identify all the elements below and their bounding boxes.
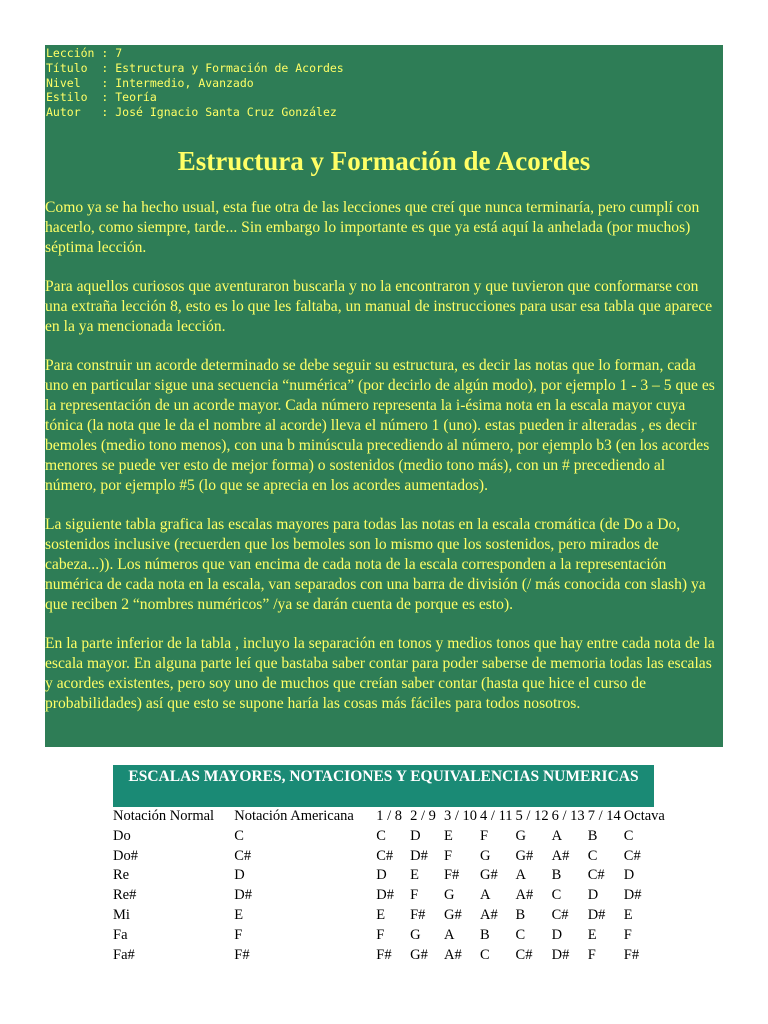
table-cell: C [480,946,490,963]
scales-table-section [113,765,665,965]
table-cell: A# [551,847,570,864]
table-cell: C# [515,946,533,963]
column-header: 2 / 9 [410,808,436,824]
table-cell: A# [515,887,534,904]
column-header: Notación Normal [113,808,215,824]
table-cell: C [515,926,526,943]
paragraph-intro: Como ya se ha hecho usual, esta fue otra de las lecciones que creí que nunca terminaría, pero cumplí con hacerlo, como siempre, tarde... Sin embargo lo importante es que ya está aquí la anhelada (por muchos) séptima lección. [45,198,700,256]
table-cell: C# [234,847,252,864]
table-cell: F# [410,906,426,923]
table-cell: D# [410,847,428,864]
table-cell: D [410,827,421,844]
column-header: 7 / 14 [587,808,621,824]
table-cell: E [234,906,244,923]
table-cell: G# [480,867,498,884]
table-cell: B [551,867,562,884]
column-header: 6 / 13 [551,808,585,824]
table-cell: B [515,906,526,923]
table-cell: Do [113,827,131,844]
table-cell: Re [113,867,130,884]
table-header-row [113,807,673,827]
table-cell: Fa [113,926,128,943]
table-cell: E [443,827,453,844]
table-cell: A# [443,946,462,963]
table-cell: C# [551,906,569,923]
table-cell: E [587,926,597,943]
table-cell: Mi [113,906,130,923]
table-cell: D# [587,906,606,923]
table-cell: E [623,906,633,923]
column-header: 3 / 10 [443,808,477,824]
meta-line-estilo: Estilo : Teoría [46,90,157,105]
table-cell: C# [376,847,394,864]
table-cell: C [376,827,386,844]
table-cell: G [410,926,421,943]
table-cell: B [480,926,490,943]
table-cell: D [234,867,245,884]
table-cell: Re# [113,887,137,904]
paragraph-lesson-8: Para aquellos curiosos que aventuraron buscarla y no la encontraron y que tuvieron que conformarse con una extraña lección 8, esto es lo que les faltaba, un manual de instrucciones para usar esa tabla que aparece en la ya mencionada lección. [45,277,713,335]
table-cell: D [623,867,635,884]
table-row [113,926,673,946]
table-cell: F# [623,946,640,963]
paragraph-table-explanation: La siguiente tabla grafica las escalas mayores para todas las notas en la escala cromática (de Do a Do, sostenidos inclusive (recuerden que los bemoles son lo mismo que los sostenidos, pero mirados de cabeza...)). Los números que van encima de cada nota de la escala corresponden a la representación numérica de cada nota en la escala, van separados con una barra de división (/ más conocida con slash) ya que reciben 2 “nombres numéricos” /ya se darán cuenta de porque es esto). [45,515,706,613]
table-cell: C [551,887,562,904]
table-cell: C [587,847,598,864]
table-cell: D [376,867,387,884]
table-cell: G [480,847,491,864]
column-header: 5 / 12 [515,808,549,824]
table-cell: D# [551,946,570,963]
meta-line-titulo: Título : Estructura y Formación de Acordes [46,60,344,75]
table-cell: F [623,926,632,943]
table-cell: E [410,867,419,884]
table-row [113,906,673,926]
table-row [113,946,673,966]
table-cell: A [443,926,455,943]
table-cell: F [376,926,385,943]
column-header: Octava [623,808,665,824]
table-cell: F# [376,946,392,963]
table-row [113,866,673,886]
table-cell: F [443,847,453,864]
table-cell: F [410,887,419,904]
table-cell: Fa# [113,946,135,963]
table-cell: F [480,827,489,844]
meta-line-autor: Autor : José Ignacio Santa Cruz González [46,105,337,120]
column-header: 4 / 11 [480,808,513,824]
paragraph-chord-structure: Para construir un acorde determinado se debe seguir su estructura, es decir las notas que lo forman, cada uno en particular sigue una secuencia “numérica” (por decirlo de algún modo), por ejemplo 1 - 3 – 5 que es la representación de un acorde mayor. Cada número representa la i-ésima nota en la escala mayor cuya tónica (la nota que le da el nombre al acorde) lleva el número 1 (uno). estas pueden ir alteradas , es decir bemoles (medio tono menos), con una b minúscula precediendo al número, por ejemplo b3 (en los acordes menores se puede ver esto de mejor forma) o sostenidos (medio tono más), con un # precediendo al número, por ejemplo #5 (lo que se aprecia en los acordes aumentados). [45,356,715,494]
table-cell: A [480,887,491,904]
table-cell: C# [587,867,605,884]
scales-table [113,807,673,965]
table-cell: G# [410,946,428,963]
meta-line-leccion: Lección : 7 [46,46,123,60]
table-cell: D# [234,887,252,904]
lesson-content-block [45,45,723,747]
table-cell: Do# [113,847,138,864]
table-cell: A [515,867,527,884]
table-cell: C [623,827,634,844]
table-cell: D [587,887,599,904]
table-cell: D [551,926,563,943]
page-title: Estructura y Formación de Acordes [177,145,591,176]
table-cell: G# [443,906,462,923]
table-cell: C [234,827,244,844]
table-row [113,827,673,847]
column-header: 1 / 8 [376,808,403,824]
table-cell: G [443,887,455,904]
table-cell: F# [234,946,250,963]
table-cell: E [376,906,386,923]
table-cell: F [587,946,596,963]
table-row [113,847,673,867]
table-cell: G# [515,847,534,864]
table-cell: B [587,827,598,844]
table-cell: A [551,827,563,844]
lesson-metadata [46,46,723,120]
paragraph-tones: En la parte inferior de la tabla , incluyo la separación en tonos y medios tonos que hay entre cada nota de la escala mayor. En alguna parte leí que bastaba saber contar para poder saberse de memoria todas las escalas y acordes existentes, pero soy uno de muchos que creían saber contar (hasta que hice el curso de probabilidades) así que esto se supone haría las cosas más fáciles para todos nosotros. [45,634,715,712]
table-cell: F [234,926,243,943]
table-cell: A# [480,906,498,923]
table-cell: G [515,827,527,844]
table-cell: D# [376,887,394,904]
column-header: Notación Americana [234,808,354,824]
table-cell: C# [623,847,641,864]
scales-table-header: ESCALAS MAYORES, NOTACIONES Y EQUIVALENCIAS NUMERICAS [113,765,654,807]
table-row [113,886,673,906]
meta-line-nivel: Nivel : Intermedio, Avanzado [46,75,254,90]
table-cell: D# [623,887,642,904]
table-cell: F# [443,867,460,884]
